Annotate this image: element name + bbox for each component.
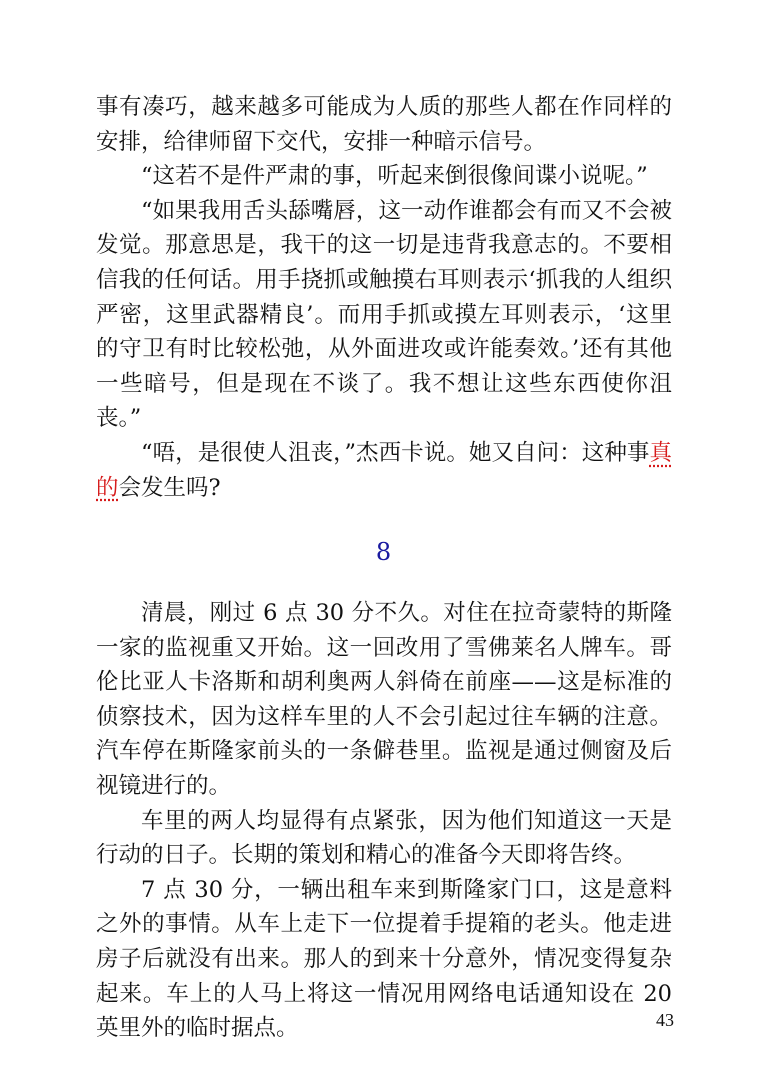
paragraph-text-end: 会发生吗? — [118, 474, 221, 501]
chapter-number: 8 — [375, 538, 392, 566]
paragraph-dialogue-3 — [96, 436, 672, 505]
highlighted-phrase: 真的 — [96, 439, 672, 501]
paragraph-dialogue-1: “这若不是件严肃的事，听起来倒很像间谍小说呢。” — [141, 163, 648, 190]
paragraph-taxi: 7 点 30 分，一辆出租车来到斯隆家门口，这是意料之外的事情。从车上走下一位提着手提箱的老头。他走进房子后就没有出来。那人的到来十分意外，情况变得复杂起来。车上的人马上将这一情况用网络电话通知设在 20 英里外的临时据点。 — [96, 876, 672, 1042]
paragraph-continuation: 事有凑巧，越来越多可能成为人质的那些人都在作同样的安排，给律师留下交代，安排一种暗示信号。 — [96, 94, 672, 155]
paragraph-dialogue-2: “如果我用舌头舔嘴唇，这一动作谁都会有而又不会被发觉。那意思是，我干的这一切是违背我意志的。不要相信我的任何话。用手挠抓或触摸右耳则表示‘抓我的人组织严密，这里武器精良’。而用手抓或摸左耳则表示，‘这里的守卫有时比较松弛，从外面进攻或许能奏效。’还有其他一些暗号，但是现在不谈了。我不想让这些东西使你沮丧。” — [96, 197, 672, 432]
paragraph-morning: 清晨，刚过 6 点 30 分不久。对住在拉奇蒙特的斯隆一家的监视重又开始。这一回改用了雪佛莱名人牌车。哥伦比亚人卡洛斯和胡利奥两人斜倚在前座——这是标准的侦察技术，因为这样车里的人不会引起过往车辆的注意。汽车停在斯隆家前头的一条僻巷里。监视是通过侧窗及后视镜进行的。 — [96, 600, 672, 799]
page-number: 43 — [656, 1010, 674, 1030]
paragraph-tension: 车里的两人均显得有点紧张，因为他们知道这一天是行动的日子。长期的策划和精心的准备今天即将告终。 — [96, 807, 672, 869]
text-block-top — [96, 90, 672, 505]
paragraph-text: “唔，是很使人沮丧，”杰西卡说。她又自问：这种事 — [141, 439, 650, 466]
text-block-bottom — [96, 596, 672, 1046]
